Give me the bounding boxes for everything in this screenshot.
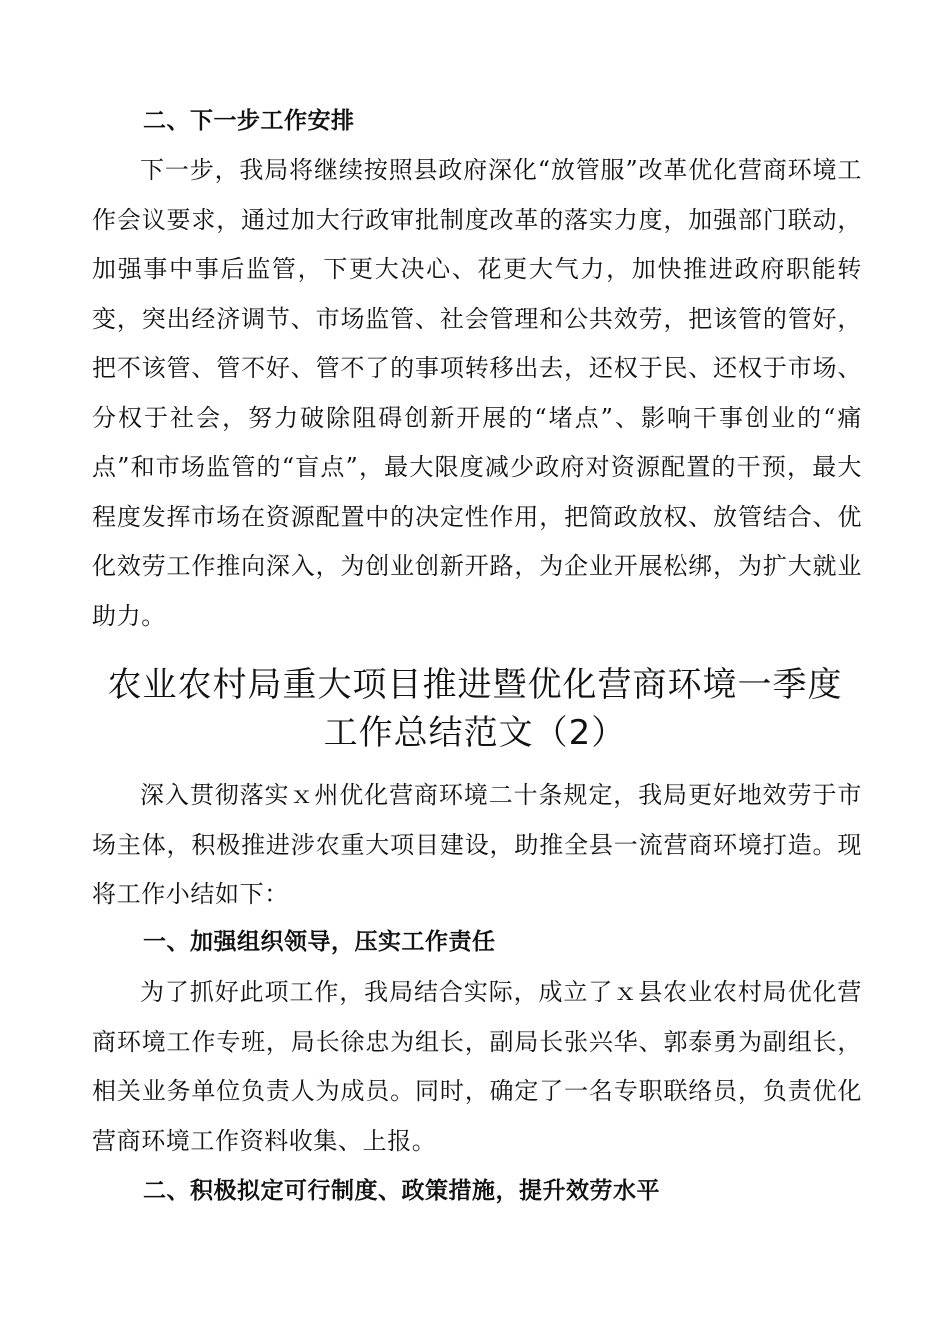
article-title-line-2: 工作总结范文（2） [323,713,627,753]
section-heading-next-steps: 二、下一步工作安排 [143,108,355,134]
section-heading-policy: 二、积极拟定可行制度、政策措施，提升效劳水平 [143,1178,660,1204]
article-title-line-1: 农业农村局重大项目推进暨优化营商环境一季度 [107,665,843,705]
section-heading-organization: 一、加强组织领导，压实工作责任 [143,929,496,955]
organization-paragraph: 为了抓好此项工作，我局结合实际，成立了ｘ县农业农村局优化营商环境工作专班，局长徐忠为组长，副局长张兴华、郭泰勇为副组长，相关业务单位负责人为成员。同时，确定了一名专职联络员，负责优化营商环境工作资料收集、上报。 [92,978,862,1155]
next-steps-paragraph: 下一步，我局将继续按照县政府深化“放管服”改革优化营商环境工作会议要求，通过加大行政审批制度改革的落实力度，加强部门联动，加强事中事后监管，下更大决心、花更大气力，加快推进政府职能转变，突出经济调节、市场监管、社会管理和公共效劳，把该管的管好，把不该管、管不好、管不了的事项转移出去，还权于民、还权于市场、分权于社会，努力破除阻碍创新开展的“堵点”、影响干事创业的“痛点”和市场监管的“盲点”，最大限度减少政府对资源配置的干预，最大程度发挥市场在资源配置中的决定性作用，把简政放权、放管结合、优化效劳工作推向深入，为创业创新开路，为企业开展松绑，为扩大就业助力。 [92,156,862,630]
article-intro-paragraph: 深入贯彻落实ｘ州优化营商环境二十条规定，我局更好地效劳于市场主体，积极推进涉农重大项目建设，助推全县一流营商环境打造。现将工作小结如下： [92,781,862,908]
